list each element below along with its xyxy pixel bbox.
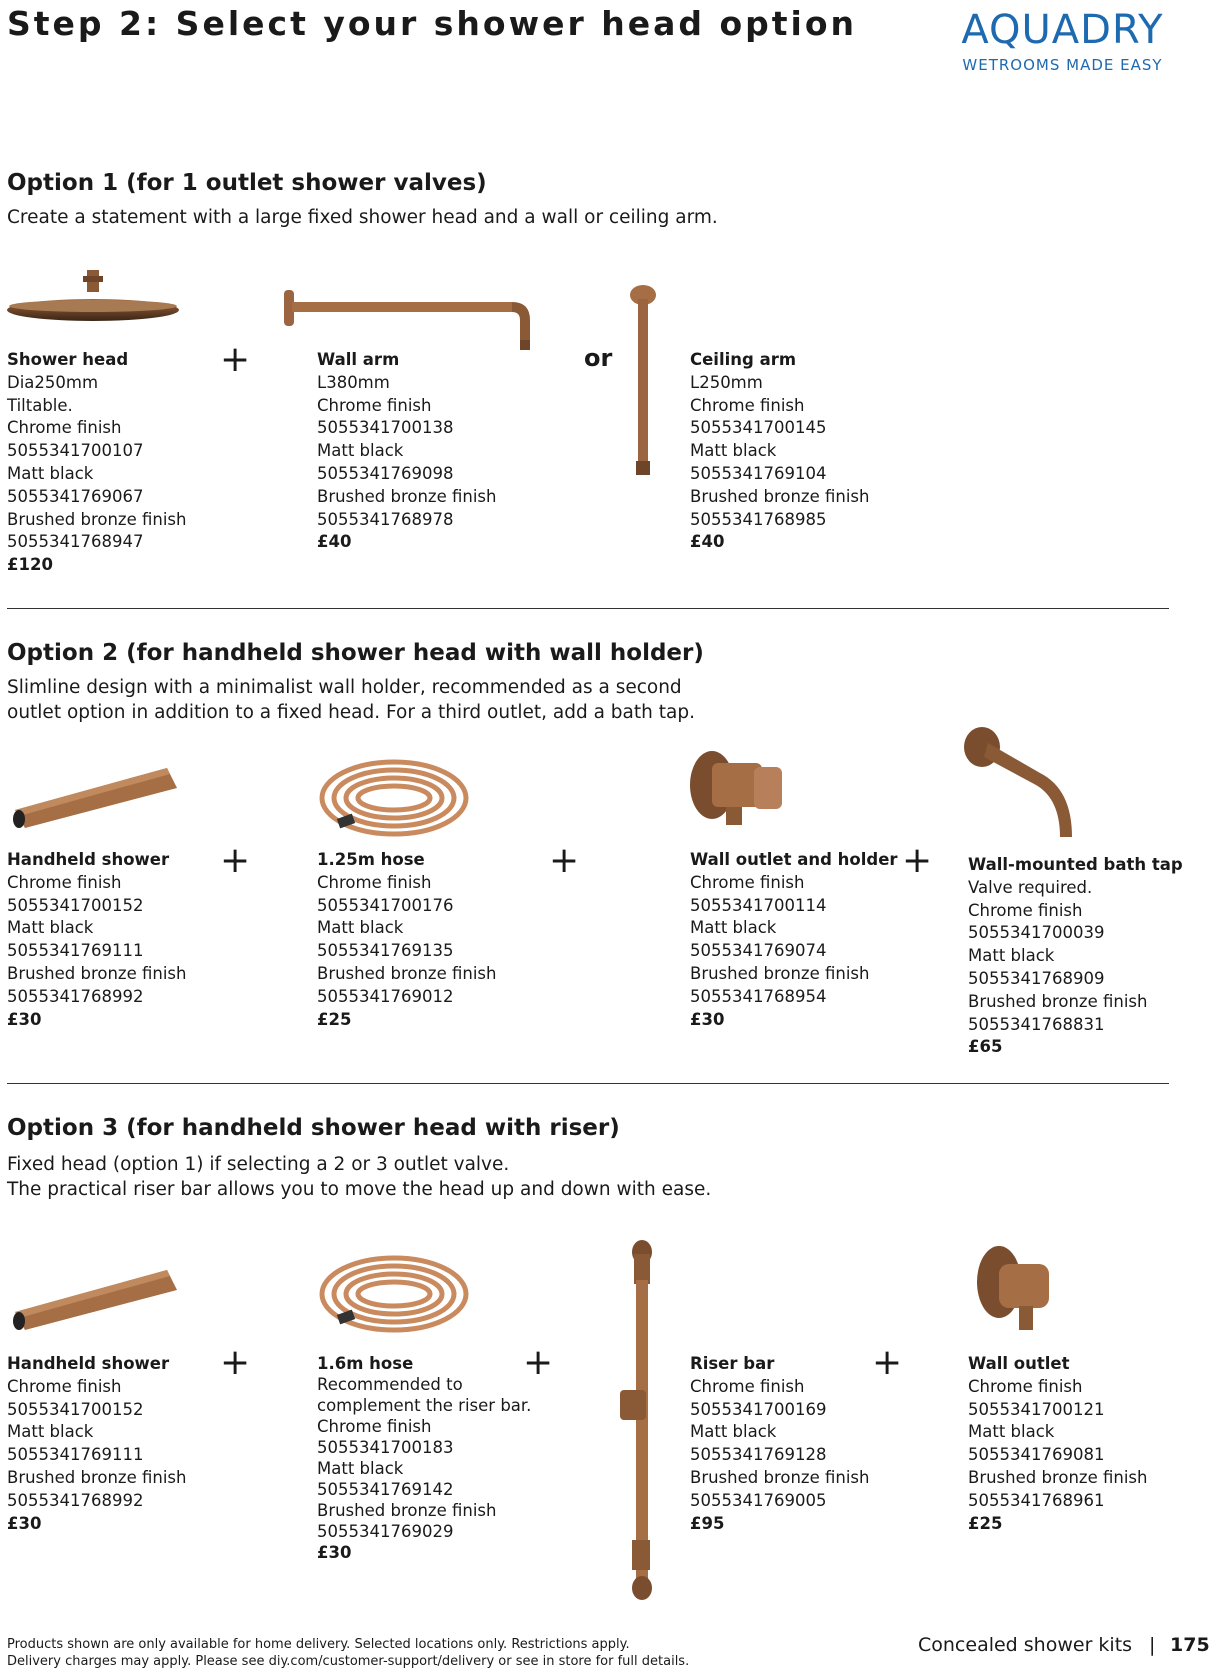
or-connector: or [584, 344, 613, 372]
option2-description: Slimline design with a minimalist wall holder, recommended as a second outlet option in addition to a fixed head. For a third outlet, add a bath tap. [7, 677, 695, 723]
hose-image [318, 1254, 470, 1334]
price: £40 [317, 532, 352, 552]
price: £30 [690, 1009, 725, 1029]
footer-disclaimer: Products shown are only available for home delivery. Selected locations only. Restrictions apply. Delivery charges may apply. Please see diy.com/customer-support/delivery or see in store for full details. [7, 1637, 690, 1669]
price: £30 [317, 1543, 352, 1562]
plus-connector: + [220, 1342, 251, 1383]
product-wall-arm: Wall arm L380mm Chrome finish 5055341700138 Matt black 5055341769098 Brushed bronze finish 5055341768978 £40 [317, 349, 496, 554]
option3-description: Fixed head (option 1) if selecting a 2 or 3 outlet valve. The practical riser bar allows you to move the head up and down with ease. [7, 1154, 712, 1200]
price: £30 [7, 1513, 42, 1533]
product-shower-head: Shower head Dia250mm Tiltable. Chrome finish 5055341700107 Matt black 5055341769067 Brushed bronze finish 5055341768947 £120 [7, 349, 186, 577]
plus-connector: + [220, 339, 251, 380]
shower-head-image [7, 270, 179, 328]
footer-section-name: Concealed shower kits [918, 1634, 1133, 1656]
page-number: 175 [1170, 1634, 1210, 1656]
plus-connector: + [902, 840, 933, 881]
section-divider [7, 608, 1169, 609]
plus-connector: + [549, 840, 580, 881]
product-bath-tap: Wall-mounted bath tap Valve required. Chrome finish 5055341700039 Matt black 5055341768909 Brushed bronze finish 5055341768831 £65 [968, 854, 1183, 1059]
option1-description: Create a statement with a large fixed shower head and a wall or ceiling arm. [7, 207, 718, 228]
page-title: Step 2: Select your shower head option [7, 4, 858, 43]
product-wall-outlet-holder: Wall outlet and holder Chrome finish 5055341700114 Matt black 5055341769074 Brushed bronze finish 5055341768954 £30 [690, 849, 898, 1031]
footer-separator: | [1149, 1634, 1156, 1656]
price: £95 [690, 1513, 725, 1533]
product-hose: 1.6m hose Recommended to complement the riser bar. Chrome finish 5055341700183 Matt black 5055341769142 Brushed bronze finish 5055341769029 £30 [317, 1354, 532, 1562]
price: £120 [7, 555, 53, 575]
plus-connector: + [220, 840, 251, 881]
wall-outlet-image [975, 1244, 1061, 1336]
option2-title: Option 2 (for handheld shower head with wall holder) [7, 640, 704, 666]
price: £25 [317, 1009, 352, 1029]
riser-bar-image [612, 1240, 672, 1600]
product-ceiling-arm: Ceiling arm L250mm Chrome finish 5055341700145 Matt black 5055341769104 Brushed bronze finish 5055341768985 £40 [690, 349, 869, 554]
price: £25 [968, 1513, 1003, 1533]
price: £40 [690, 532, 725, 552]
product-handheld-shower: Handheld shower Chrome finish 5055341700152 Matt black 5055341769111 Brushed bronze finish 5055341768992 £30 [7, 1353, 186, 1535]
wall-arm-image [284, 290, 544, 352]
option1-title: Option 1 (for 1 outlet shower valves) [7, 170, 487, 196]
hose-image [318, 758, 470, 838]
ceiling-arm-image [630, 285, 656, 477]
option3-title: Option 3 (for handheld shower head with riser) [7, 1115, 620, 1141]
bath-tap-image [960, 725, 1086, 841]
plus-connector: + [523, 1342, 554, 1383]
product-wall-outlet: Wall outlet Chrome finish 5055341700121 Matt black 5055341769081 Brushed bronze finish 5055341768961 £25 [968, 1353, 1147, 1535]
price: £65 [968, 1037, 1003, 1057]
price: £30 [7, 1009, 42, 1029]
product-handheld-shower: Handheld shower Chrome finish 5055341700152 Matt black 5055341769111 Brushed bronze finish 5055341768992 £30 [7, 849, 186, 1031]
wall-outlet-holder-image [686, 745, 798, 831]
brand-name: AQUADRY [961, 7, 1164, 53]
product-hose: 1.25m hose Chrome finish 5055341700176 Matt black 5055341769135 Brushed bronze finish 5055341769012 £25 [317, 849, 496, 1031]
handheld-shower-image [7, 1264, 179, 1332]
brand-tagline: WETROOMS MADE EASY [962, 56, 1163, 74]
brand-logo [955, 6, 1170, 74]
section-divider [7, 1083, 1169, 1084]
handheld-shower-image [7, 762, 179, 830]
plus-connector: + [872, 1342, 903, 1383]
product-riser-bar: Riser bar Chrome finish 5055341700169 Matt black 5055341769128 Brushed bronze finish 5055341769005 £95 [690, 1353, 869, 1535]
